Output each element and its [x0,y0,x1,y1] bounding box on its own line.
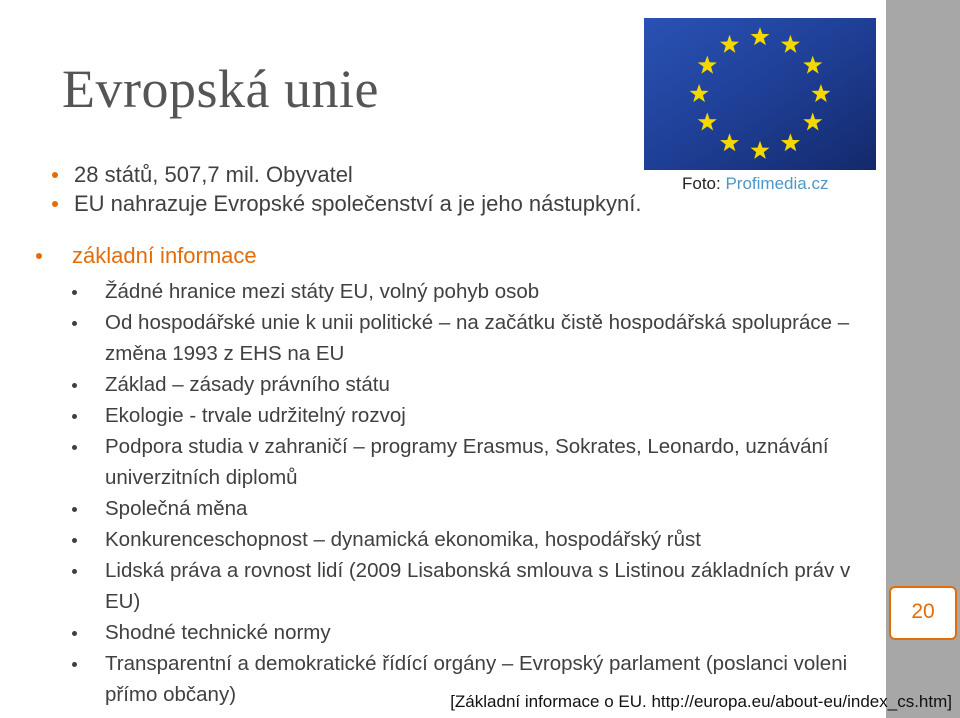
photo-credit-link[interactable]: Profimedia.cz [725,174,829,193]
intro-bullet: 28 států, 507,7 mil. Obyvatel [52,160,641,189]
info-item: Základ – zásady právního státu [70,369,860,400]
info-item: Shodné technické normy [70,617,860,648]
info-item: Podpora studia v zahraničí – programy Erasmus, Sokrates, Leonardo, uznávání univerzitních diplomů [70,431,860,493]
intro-bullet: EU nahrazuje Evropské společenství a je jeho nástupkyní. [52,189,641,218]
info-item: Žádné hranice mezi státy EU, volný pohyb osob [70,276,860,307]
photo-credit-prefix: Foto: [682,174,726,193]
source-note: [Základní informace o EU. http://europa.eu/about-eu/index_cs.htm] [450,692,952,711]
info-item: Transparentní a demokratické řídící orgány – Evropský parlament (poslanci voleni přímo občany) [70,648,860,710]
info-list [70,276,860,710]
info-item: Lidská práva a rovnost lidí (2009 Lisabonská smlouva s Listinou základních práv v EU) [70,555,860,617]
eu-flag-icon [644,18,876,170]
eu-flag-image [644,18,876,170]
main-heading: základní informace [36,241,257,270]
info-item: Ekologie - trvale udržitelný rozvoj [70,400,860,431]
info-item: Konkurenceschopnost – dynamická ekonomika, hospodářský růst [70,524,860,555]
photo-credit [682,174,828,194]
info-item: Společná měna [70,493,860,524]
info-item: Od hospodářské unie k unii politické – na začátku čistě hospodářská spolupráce – změna 1993 z EHS na EU [70,307,860,369]
intro-list [52,160,641,218]
page-number-box [889,586,957,640]
slide-title: Evropská unie [62,59,379,119]
page-number: 20 [911,600,935,623]
